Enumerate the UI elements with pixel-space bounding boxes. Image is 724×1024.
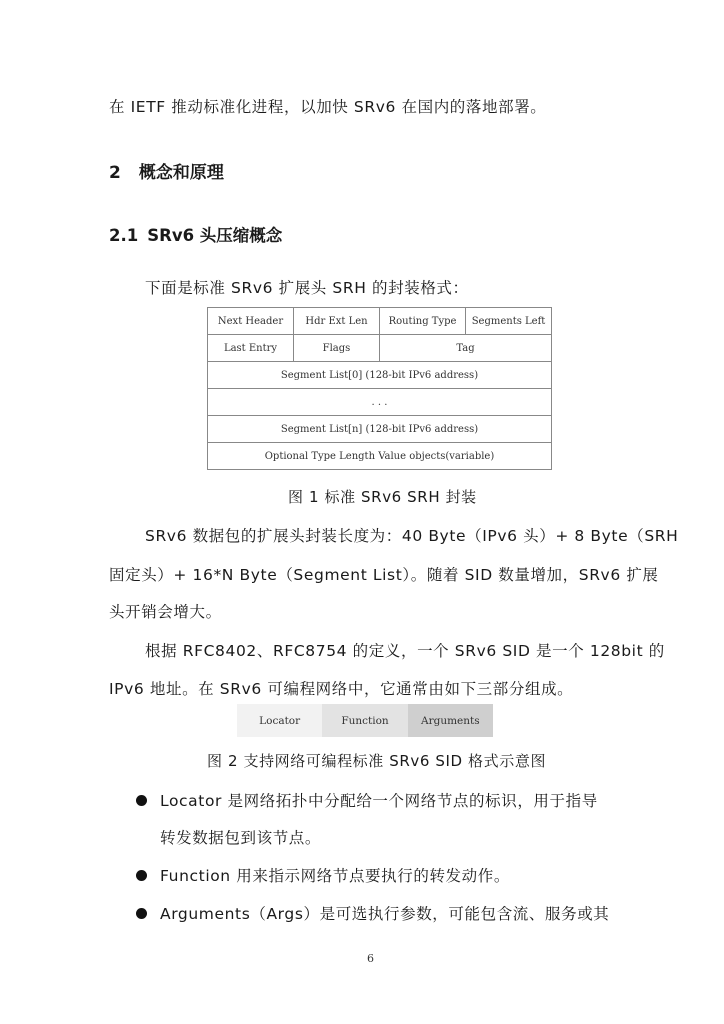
srh-cell-tlv: Optional Type Length Value objects(variable) — [208, 443, 552, 470]
length-para-line-2: 固定头）+ 16*N Byte（Segment List）。随着 SID 数量增加，SRv6 扩展 — [109, 566, 659, 584]
srh-cell-segment-list-n: Segment List[n] (128-bit IPv6 address) — [208, 416, 552, 443]
sid-segment-locator: Locator — [237, 704, 322, 737]
sid-format-diagram — [237, 704, 493, 737]
srh-row-segment-n — [208, 416, 552, 443]
bullet-locator-line-2: 转发数据包到该节点。 — [160, 829, 322, 847]
bullet-function-line-1: Function 用来指示网络节点要执行的转发动作。 — [160, 867, 510, 885]
section-heading — [109, 158, 224, 183]
srh-row-ellipsis — [208, 389, 552, 416]
bullet-dot — [136, 908, 147, 919]
length-para-line-1: SRv6 数据包的扩展头封装长度为：40 Byte（IPv6 头）+ 8 Byte（SRH — [145, 527, 679, 545]
figure-2-caption: 图 2 支持网络可编程标准 SRv6 SID 格式示意图 — [207, 752, 547, 770]
srh-cell-ellipsis: . . . — [208, 389, 552, 416]
srh-cell-next-header: Next Header — [208, 308, 294, 335]
bullet-locator-line-1: Locator 是网络拓扑中分配给一个网络节点的标识，用于指导 — [160, 792, 598, 810]
sid-para-line-2: IPv6 地址。在 SRv6 可编程网络中，它通常由如下三部分组成。 — [109, 680, 574, 698]
figure-1-caption: 图 1 标准 SRv6 SRH 封装 — [288, 488, 477, 506]
intro-line: 在 IETF 推动标准化进程，以加快 SRv6 在国内的落地部署。 — [109, 98, 547, 116]
bullet-dot — [136, 795, 147, 806]
subsection-heading — [109, 222, 282, 246]
srh-cell-segments-left: Segments Left — [466, 308, 552, 335]
srh-cell-flags: Flags — [294, 335, 380, 362]
srh-cell-routing-type: Routing Type — [380, 308, 466, 335]
section-title: 概念和原理 — [138, 163, 224, 183]
sid-segment-arguments: Arguments — [408, 704, 493, 737]
srh-cell-tag: Tag — [380, 335, 552, 362]
srh-cell-last-entry: Last Entry — [208, 335, 294, 362]
srh-intro: 下面是标准 SRv6 扩展头 SRH 的封装格式： — [145, 279, 469, 297]
srh-row-entry — [208, 335, 552, 362]
bullet-arguments-line-1: Arguments（Args）是可选执行参数，可能包含流、服务或其 — [160, 905, 610, 923]
length-para-line-3: 头开销会增大。 — [109, 603, 222, 621]
srh-cell-segment-list-0: Segment List[0] (128-bit IPv6 address) — [208, 362, 552, 389]
sid-segment-function: Function — [322, 704, 407, 737]
srh-row-segment-0 — [208, 362, 552, 389]
srh-format-table — [207, 307, 552, 470]
srh-row-tlv — [208, 443, 552, 470]
section-number: 2 — [109, 163, 121, 183]
sid-para-line-1: 根据 RFC8402、RFC8754 的定义，一个 SRv6 SID 是一个 128bit 的 — [145, 642, 665, 660]
page-number: 6 — [367, 952, 374, 965]
srh-cell-hdr-ext-len: Hdr Ext Len — [294, 308, 380, 335]
subsection-number: 2.1 — [109, 226, 139, 245]
bullet-dot — [136, 870, 147, 881]
subsection-title: SRv6 头压缩概念 — [147, 226, 283, 245]
srh-row-header — [208, 308, 552, 335]
